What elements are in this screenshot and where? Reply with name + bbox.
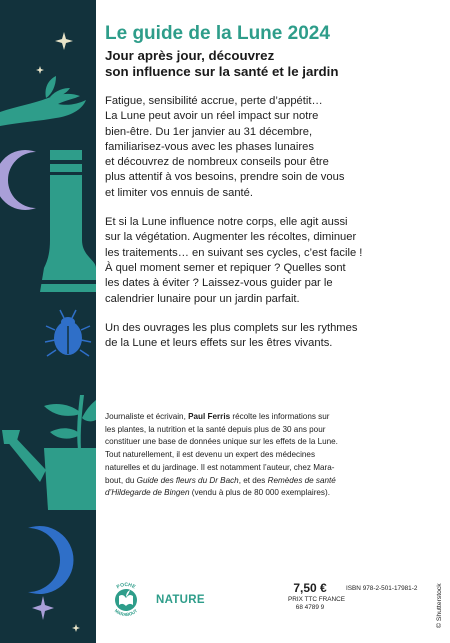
price-block: [288, 581, 346, 612]
bio-text: , et des: [238, 475, 268, 485]
bio-text: bout, du: [105, 475, 137, 485]
book-title: Le guide de la Lune 2024: [105, 23, 330, 44]
garden-boot-icon: [40, 150, 96, 292]
text-line: Un des ouvrages les plus complets sur les rythmes: [105, 321, 358, 334]
text-line: sur la végétation. Augmenter les récoltes, diminuer: [105, 231, 357, 244]
text-line: Tout naturellement, il est devenu un expert des médecines: [105, 450, 316, 460]
text-line: [105, 487, 435, 500]
logo-text-top: POCHE: [115, 581, 137, 591]
star-icon: [32, 596, 54, 620]
text-line: À quel moment semer et repiquer ? Quelles sont: [105, 261, 346, 274]
text-line: Et si la Lune influence notre corps, elle agit aussi: [105, 216, 348, 229]
text-line: Fatigue, sensibilité accrue, perte d’appétit…: [105, 95, 323, 107]
text-line: et découvrez de nombreux conseils pour être: [105, 156, 329, 169]
bio-text: (vendu à plus de 80 000 exemplaires).: [189, 488, 330, 498]
text-line: La Lune peut avoir un réel impact sur notre: [105, 110, 319, 123]
text-line: les plantes, la nutrition et la santé depuis plus de 30 ans pour: [105, 424, 326, 434]
crescent-moon-icon: [0, 150, 36, 210]
sparkle-icon: [36, 32, 73, 74]
logo-text-bottom: MARABOUT: [113, 608, 139, 618]
hand-plant-icon: [0, 76, 86, 126]
text-line: et limiter vos ennuis de santé.: [105, 186, 253, 199]
poche-marabout-logo: [106, 580, 146, 620]
text-line: les dates à éviter ? Laissez-vous guider par le: [105, 277, 333, 290]
book-reference: Remèdes de santé: [267, 475, 336, 485]
description-paragraph-2: [105, 215, 435, 307]
image-credit: © Shutterstock: [436, 583, 443, 628]
text-line: familiarisez-vous avec les phases lunaires: [105, 140, 314, 153]
crescent-moon-icon: [28, 526, 73, 594]
sparkle-icon: [72, 624, 80, 632]
bio-text: Journaliste et écrivain,: [105, 412, 189, 421]
text-line: calendrier lunaire pour un jardin parfait.: [105, 292, 300, 305]
leaves-icon: [44, 395, 96, 450]
product-reference: 68 4789 9: [295, 604, 325, 611]
author-name: Paul Ferris: [188, 412, 231, 421]
book-reference: d’Hildegarde de Bingen: [105, 488, 190, 498]
text-line: [105, 411, 435, 424]
text-line: constituer une base de données unique sur les effets de la Lune.: [105, 437, 338, 447]
text-line: bien-être. Du 1er janvier au 31 décembre,: [105, 125, 313, 138]
text-line: [105, 475, 435, 488]
subtitle-line: Jour après jour, découvrez: [105, 48, 275, 63]
book-reference: Guide des fleurs du Dr Bach: [136, 475, 239, 485]
text-line: les traitements… en suivant ses cycles, c’est facile !: [105, 246, 363, 259]
subtitle-line: son influence sur la santé et le jardin: [105, 64, 339, 79]
beetle-icon: [45, 310, 91, 356]
main-content: [105, 22, 435, 351]
text-line: plus attentif à vos besoins, prendre soin de vous: [105, 171, 345, 184]
text-line: de la Lune et leurs effets sur les êtres vivants.: [105, 337, 333, 350]
collection-name: NATURE: [156, 594, 205, 606]
text-line: naturelles et du jardinage. Il est notamment l’auteur, chez Mara-: [105, 462, 335, 472]
price: 7,50 €: [293, 581, 327, 595]
description-paragraph-3: [105, 321, 435, 352]
book-subtitle: [105, 48, 435, 80]
author-bio: [105, 411, 435, 500]
price-note: PRIX TTC FRANCE: [288, 596, 346, 603]
decorative-panel: [0, 0, 96, 643]
watering-can-icon: [2, 430, 96, 510]
description-paragraph-1: [105, 94, 435, 201]
isbn: ISBN 978-2-501-17981-2: [346, 585, 418, 592]
bio-text: récolte les informations sur: [230, 412, 330, 421]
